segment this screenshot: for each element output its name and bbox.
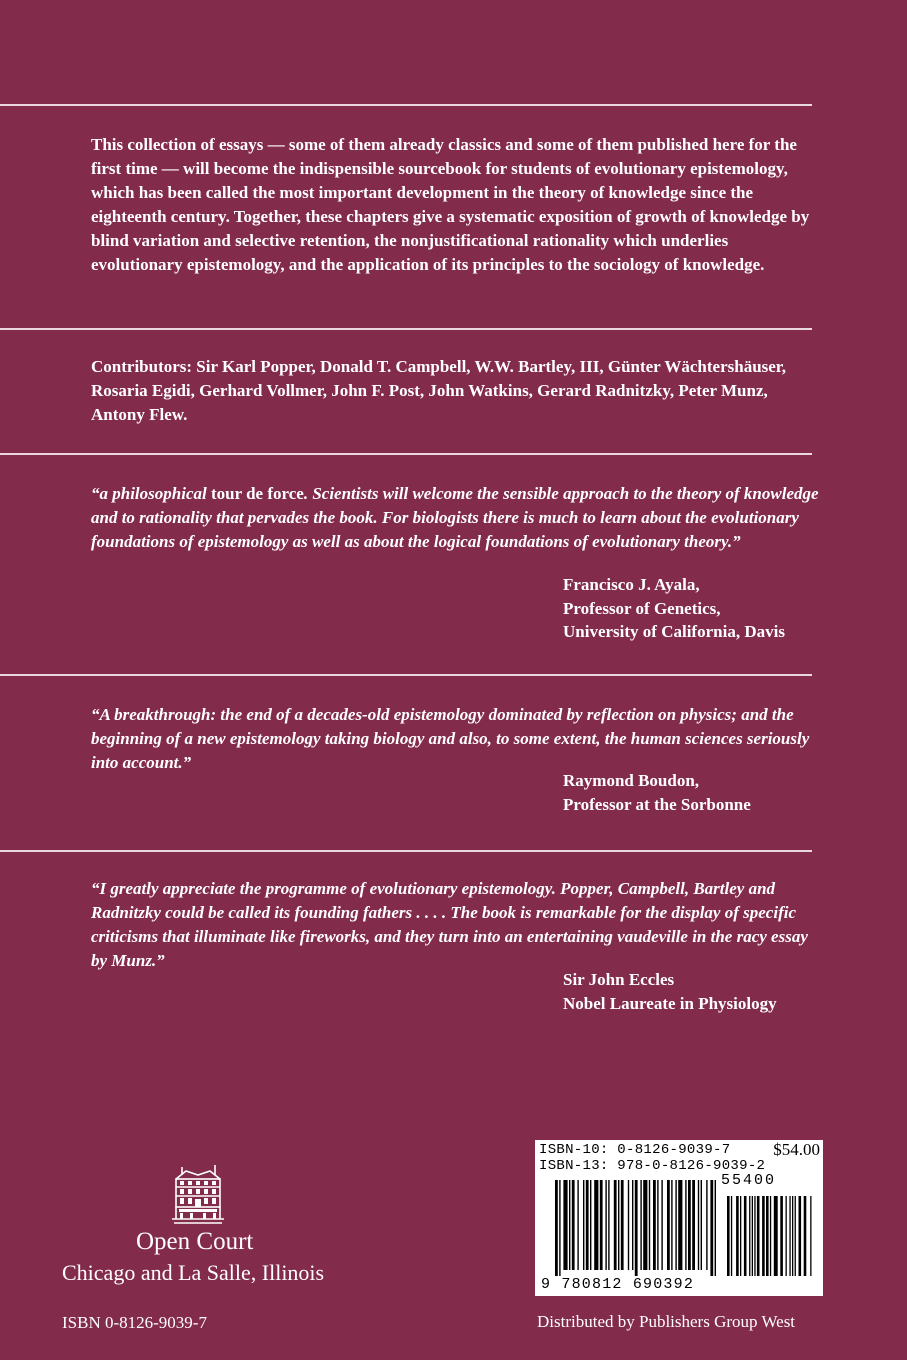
barcode-bar [675, 1180, 676, 1270]
barcode-bar [559, 1180, 560, 1276]
barcode-supplement-bar [757, 1196, 760, 1276]
barcode-bar [569, 1180, 570, 1270]
barcode-supplement-bar [727, 1196, 730, 1276]
barcode-supplement-bar [731, 1196, 732, 1276]
barcode-bar [600, 1180, 603, 1270]
review-attribution-ayala: Francisco J. Ayala, Professor of Genetics, University of California, Davis [563, 575, 785, 641]
barcode-bar [643, 1180, 647, 1270]
barcode-bar [661, 1180, 662, 1270]
barcode-supplement-bar [736, 1196, 739, 1276]
review-quote-ayala: “a philosophical tour de force. Scientists will welcome the sensible approach to the theory of knowledge and to rationality that pervades the book. For biologists there is much to learn about the evolutionary foundations of epistemology as well as about the logical foundations of evolutionary theory.” [91, 484, 819, 551]
barcode-supplement-bar [795, 1196, 796, 1276]
barcode-bar [698, 1180, 699, 1270]
barcode-bar [594, 1180, 598, 1270]
barcode-supplement-bar [770, 1196, 771, 1276]
barcode-bar [618, 1180, 619, 1270]
barcode-bar [563, 1180, 567, 1270]
barcode-label [535, 1140, 823, 1296]
barcode-bar [649, 1180, 650, 1270]
publisher-isbn: ISBN 0-8126-9039-7 [62, 1313, 207, 1332]
barcode-supplement-bar [740, 1196, 741, 1276]
barcode-bar [685, 1180, 686, 1270]
barcode-supplement-bar [762, 1196, 765, 1276]
barcode-supplement-bar [754, 1196, 755, 1276]
book-description: This collection of essays — some of them already classics and some of them published here for the first time — will become the indispensible sourcebook for students of evolutionary epistemology, which has been called the most important development in the theory of knowledge since the eighteenth century. Together, these chapters give a systematic exposition of growth of knowledge by blind variation and selective retention, the nonjustificational rationality which underlies evolutionary epistemology, and the application of its principles to the sociology of knowledge. [91, 135, 810, 274]
barcode-supplement-bar [804, 1196, 807, 1276]
barcode-supplement-bar [766, 1196, 769, 1276]
barcode-bar [621, 1180, 624, 1270]
barcode-supplement-bar [786, 1196, 787, 1276]
divider-contributors [0, 328, 812, 330]
distributor-line: Distributed by Publishers Group West [537, 1312, 796, 1331]
divider-review-2 [0, 674, 812, 676]
barcode-bar [701, 1180, 702, 1270]
barcode-bar [590, 1180, 591, 1270]
barcode-supplement-bar [744, 1196, 747, 1276]
barcode-supplement-bar [752, 1196, 753, 1276]
publisher-location: Chicago and La Salle, Illinois [62, 1260, 325, 1285]
publisher-name: Open Court [136, 1228, 254, 1255]
barcode-bar [614, 1180, 617, 1270]
barcode-bar [555, 1180, 558, 1276]
barcode-bar [715, 1180, 716, 1276]
barcode-bar [710, 1180, 713, 1276]
barcode-supplement: 55400 [721, 1172, 777, 1189]
divider-review-3 [0, 850, 812, 852]
divider-review-1 [0, 453, 812, 455]
barcode-bar [688, 1180, 691, 1270]
barcode-supplement-bar [810, 1196, 811, 1276]
isbn-10: ISBN-10: 0-8126-9039-7 [539, 1142, 731, 1158]
barcode-bar [632, 1180, 633, 1270]
barcode-bar [586, 1180, 589, 1270]
barcode-supplement-bar [792, 1196, 793, 1276]
barcode-bars [555, 1180, 817, 1280]
barcode-supplement-bar [789, 1196, 790, 1276]
review-quote-boudon: “A breakthrough: the end of a decades-old epistemology dominated by reflection on physics; and the beginning of a new epistemology taking biology and also, to some extent, the human sciences seriously into account.” [91, 705, 810, 772]
barcode-bar [577, 1180, 578, 1270]
barcode-bar [671, 1180, 672, 1270]
barcode-bar [635, 1180, 638, 1276]
barcode-bar [653, 1180, 656, 1270]
barcode-bar [640, 1180, 641, 1270]
barcode-bar [572, 1180, 575, 1270]
barcode-digits: 9 780812 690392 [541, 1276, 695, 1293]
review-attribution-boudon: Raymond Boudon, Professor at the Sorbonne [563, 771, 751, 814]
price: $54.00 [773, 1140, 820, 1159]
barcode-bar [678, 1180, 682, 1270]
barcode-supplement-bar [774, 1196, 778, 1276]
barcode-bar [657, 1180, 658, 1270]
barcode-bar [583, 1180, 584, 1270]
barcode-bar [628, 1180, 629, 1270]
barcode-bar [706, 1180, 707, 1270]
barcode-supplement-bar [799, 1196, 802, 1276]
building-icon [170, 1163, 226, 1225]
divider-top [0, 104, 812, 106]
isbn-13: ISBN-13: 978-0-8126-9039-2 [539, 1158, 766, 1174]
barcode-bar [608, 1180, 609, 1270]
barcode-bar [667, 1180, 670, 1270]
barcode-bar [605, 1180, 606, 1270]
contributors-list: Contributors: Sir Karl Popper, Donald T. Campbell, W.W. Bartley, III, Günter Wächtershäuser, Rosaria Egidi, Gerhard Vollmer, John F. Post, John Watkins, Gerard Radnitzky, Peter Munz, Antony Flew. [91, 357, 787, 424]
barcode-bar [692, 1180, 695, 1270]
review-attribution-eccles: Sir John Eccles Nobel Laureate in Physiology [563, 970, 777, 1013]
review-quote-eccles: “I greatly appreciate the programme of evolutionary epistemology. Popper, Campbell, Bartley and Radnitzky could be called its founding fathers . . . . The book is remarkable for the display of specific criticisms that illuminate like fireworks, and they turn into an entertaining vaudeville in the racy essay by Munz.” [91, 879, 808, 970]
barcode-supplement-bar [749, 1196, 750, 1276]
barcode-supplement-bar [780, 1196, 783, 1276]
